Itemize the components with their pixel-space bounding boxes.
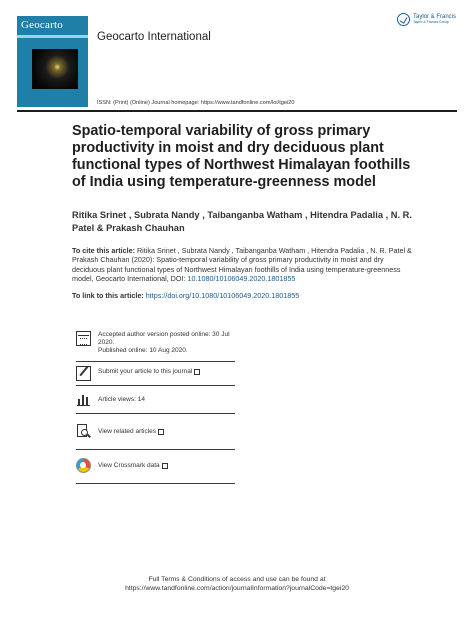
publication-dates-row: [76, 331, 235, 362]
footer-terms: Full Terms & Conditions of access and use can be found at: [148, 576, 326, 583]
journal-cover: [17, 16, 88, 107]
journal-name[interactable]: Geocarto International: [97, 31, 211, 43]
article-views: Article views: 14: [98, 396, 145, 403]
bar-chart-icon: [76, 392, 91, 407]
cover-title: Geocarto: [21, 19, 63, 31]
external-link-icon: [162, 463, 168, 469]
crossmark-row[interactable]: [76, 450, 235, 484]
publisher-logo[interactable]: [397, 13, 456, 26]
crossmark-link[interactable]: View Crossmark data: [98, 462, 160, 469]
submit-article-row[interactable]: [76, 362, 235, 386]
pen-icon: [76, 366, 91, 381]
issn-line[interactable]: ISSN: (Print) (Online) Journal homepage: https://www.tandfonline.com/loi/tgei20: [97, 100, 295, 106]
cite-label: To cite this article:: [72, 246, 135, 255]
external-link-icon: [194, 369, 200, 375]
publisher-logo-text: Taylor & Francis: [412, 14, 456, 21]
cite-text: Ritika Srinet , Subrata Nandy , Taibanganba Watham , Hitendra Padalia , N. R. Patel & Prakash Chauhan (2020): Spatio-temporal variability of gross primary productivity in moist and dry deciduous plant functional types of Northwest Himalayan foothills of India using temperature-greenness model, Geocarto International, DOI:: [72, 246, 412, 284]
footer-terms-link[interactable]: https://www.tandfonline.com/action/journalInformation?journalCode=tgei20: [125, 585, 349, 592]
cite-doi-link[interactable]: 10.1080/10106049.2020.1801855: [187, 274, 296, 284]
footer: [0, 575, 474, 593]
cover-image: [32, 49, 78, 89]
published-date: Published online: 10 Aug 2020.: [98, 347, 188, 354]
crossmark-icon: [76, 458, 91, 473]
publisher-logo-subtext: Taylor & Francis Group: [412, 20, 449, 25]
related-articles-link[interactable]: View related articles: [98, 428, 157, 435]
external-link-icon: [158, 429, 164, 435]
article-views-row: [76, 386, 235, 414]
header-divider: [17, 110, 457, 112]
calendar-icon: [76, 331, 91, 346]
article-link-line: [72, 291, 299, 300]
citation-block: [72, 246, 412, 284]
accepted-date: Accepted author version posted online: 30 Jul 2020.: [98, 331, 230, 346]
submit-article-link[interactable]: Submit your article to this journal: [98, 368, 193, 375]
article-title: Spatio-temporal variability of gross primary productivity in moist and dry deciduous plant functional types of Northwest Himalayan foothills of India using temperature-greenness model: [72, 123, 411, 190]
search-document-icon: [76, 424, 91, 439]
link-label: To link to this article:: [72, 291, 144, 300]
cover-stripe: [17, 35, 88, 38]
taylor-francis-logo-icon: [397, 13, 410, 26]
article-authors: Ritika Srinet , Subrata Nandy , Taibanganba Watham , Hitendra Padalia , N. R. Patel & Prakash Chauhan: [72, 210, 412, 233]
article-doi-link[interactable]: https://doi.org/10.1080/10106049.2020.1801855: [145, 291, 300, 300]
related-articles-row[interactable]: [76, 414, 235, 450]
